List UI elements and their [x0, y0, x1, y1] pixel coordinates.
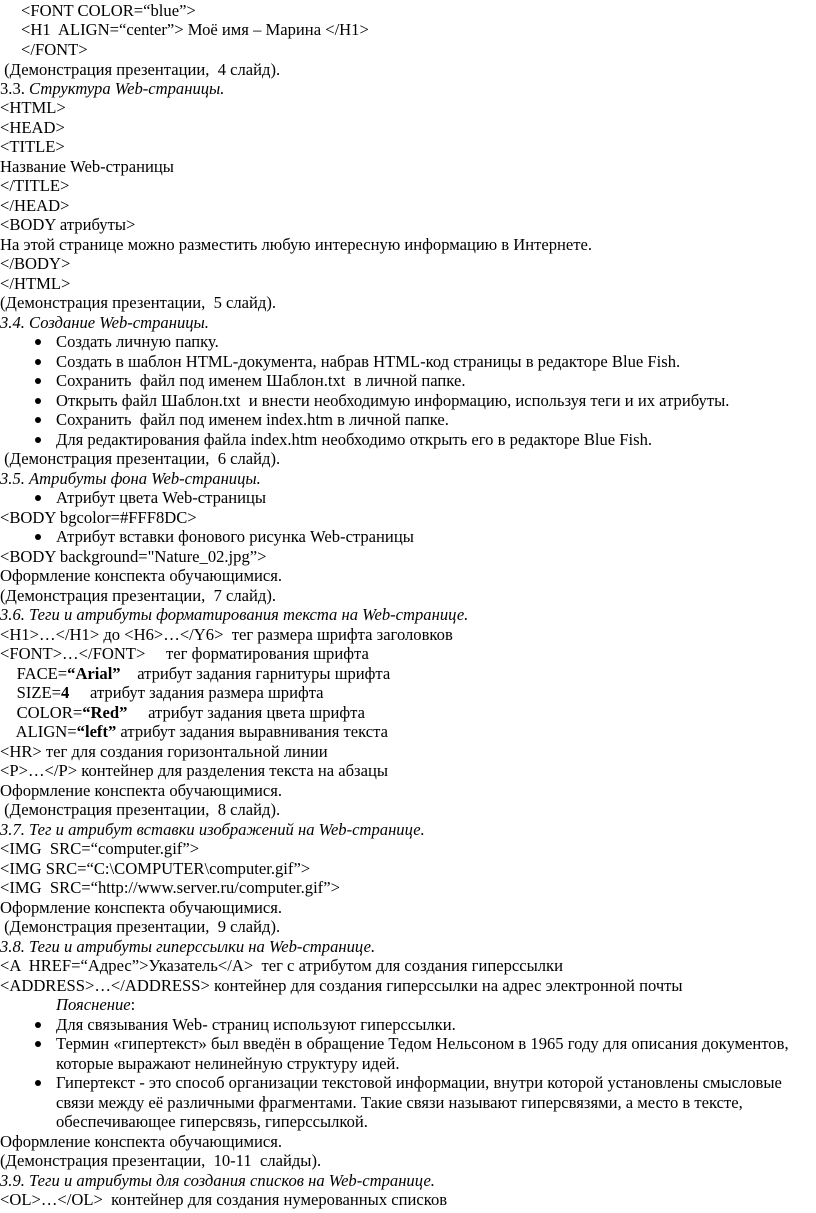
attribute-line: SIZE=4 атрибут задания размера шрифта — [0, 683, 324, 702]
explanation-label: Пояснение: — [56, 995, 136, 1014]
code-line: <OL>…</OL> контейнер для создания нумерованных списков — [0, 1190, 448, 1209]
bullet-icon — [35, 398, 41, 404]
demo-note: (Демонстрация презентации, 9 слайд). — [0, 917, 281, 936]
bullet-icon — [35, 417, 41, 423]
text-line: Оформление конспекта обучающимися. — [0, 1132, 283, 1151]
bullet-icon — [35, 378, 41, 384]
code-line: </FONT> — [21, 40, 88, 59]
text-line: Оформление конспекта обучающимися. — [0, 898, 283, 917]
code-line: <HTML> — [0, 98, 66, 117]
code-line: <IMG SRC=“http://www.server.ru/computer.gif”> — [0, 878, 340, 897]
bullet-icon — [35, 359, 41, 365]
code-line: <BODY bgcolor=#FFF8DC> — [0, 508, 197, 527]
demo-note: (Демонстрация презентации, 4 слайд). — [0, 60, 281, 79]
section-heading: 3.4. Создание Web-страницы. — [0, 313, 209, 332]
code-line: <FONT COLOR=“blue”> — [21, 1, 196, 20]
code-line: <A HREF=“Адрес”>Указатель</A> тег с атрибутом для создания гиперссылки — [0, 956, 564, 975]
code-line: <H1 ALIGN=“center”> Моё имя – Марина </H1> — [21, 20, 369, 39]
section-heading: 3.7. Тег и атрибут вставки изображений на Web-странице. — [0, 820, 425, 839]
section-heading: 3.8. Теги и атрибуты гиперссылки на Web-странице. — [0, 937, 376, 956]
code-line: </BODY> — [0, 254, 71, 273]
demo-note: (Демонстрация презентации, 7 слайд). — [0, 586, 277, 605]
code-line: <BODY background="Nature_02.jpg”> — [0, 547, 267, 566]
code-line: <HR> тег для создания горизонтальной линии — [0, 742, 328, 761]
section-heading: 3.6. Теги и атрибуты форматирования текста на Web-странице. — [0, 605, 469, 624]
demo-note: (Демонстрация презентации, 6 слайд). — [0, 449, 281, 468]
code-line: <ADDRESS>…</ADDRESS> контейнер для создания гиперссылки на адрес электронной почты — [0, 976, 683, 995]
code-line: </TITLE> — [0, 176, 70, 195]
list-item-continuation: связи между её различными фрагментами. Такие связи называют гиперсвязями, а место в тексте, — [56, 1093, 743, 1112]
code-line: <P>…</P> контейнер для разделения текста на абзацы — [0, 761, 388, 780]
code-line: <HEAD> — [0, 118, 65, 137]
attribute-line: COLOR=“Red” атрибут задания цвета шрифта — [0, 703, 365, 722]
code-line: <FONT>…</FONT> тег форматирования шрифта — [0, 644, 369, 663]
bullet-icon — [35, 437, 41, 443]
section-number: 3.3. — [0, 79, 30, 98]
section-heading: 3.5. Атрибуты фона Web-страницы. — [0, 469, 261, 488]
attribute-line: ALIGN=“left” атрибут задания выравнивания текста — [0, 722, 388, 741]
demo-note: (Демонстрация презентации, 5 слайд). — [0, 293, 277, 312]
code-line: <TITLE> — [0, 137, 65, 156]
section-heading: 3.9. Теги и атрибуты для создания списков на Web-странице. — [0, 1171, 435, 1190]
attribute-line: FACE=“Arial” атрибут задания гарнитуры шрифта — [0, 664, 391, 683]
bullet-icon — [35, 1080, 41, 1086]
list-item-continuation: обеспечивающее гиперсвязь, гиперссылкой. — [56, 1112, 368, 1131]
code-line: </HTML> — [0, 274, 71, 293]
section-title: Структура Web-страницы. — [29, 79, 225, 98]
text-line: Оформление конспекта обучающимися. — [0, 566, 283, 585]
code-line: <IMG SRC=“computer.gif”> — [0, 839, 200, 858]
demo-note: (Демонстрация презентации, 10-11 слайды). — [0, 1151, 322, 1170]
bullet-icon — [35, 534, 41, 540]
text-line: Название Web-страницы — [0, 157, 174, 176]
text-line: Оформление конспекта обучающимися. — [0, 781, 283, 800]
demo-note: (Демонстрация презентации, 8 слайд). — [0, 800, 281, 819]
code-line: <IMG SRC=“C:\COMPUTER\computer.gif”> — [0, 859, 311, 878]
bullet-icon — [35, 495, 41, 501]
bullet-icon — [35, 1022, 41, 1028]
code-line: <H1>…</H1> до <H6>…</Y6> тег размера шрифта заголовков — [0, 625, 453, 644]
list-item-continuation: которые выражают нелинейную структуру идей. — [56, 1054, 400, 1073]
bullet-icon — [35, 1041, 41, 1047]
section-heading — [0, 79, 224, 98]
code-line: </HEAD> — [0, 196, 70, 215]
bullet-icon — [35, 339, 41, 345]
text-line: На этой странице можно разместить любую интересную информацию в Интернете. — [0, 235, 593, 254]
code-line: <BODY атрибуты> — [0, 215, 136, 234]
